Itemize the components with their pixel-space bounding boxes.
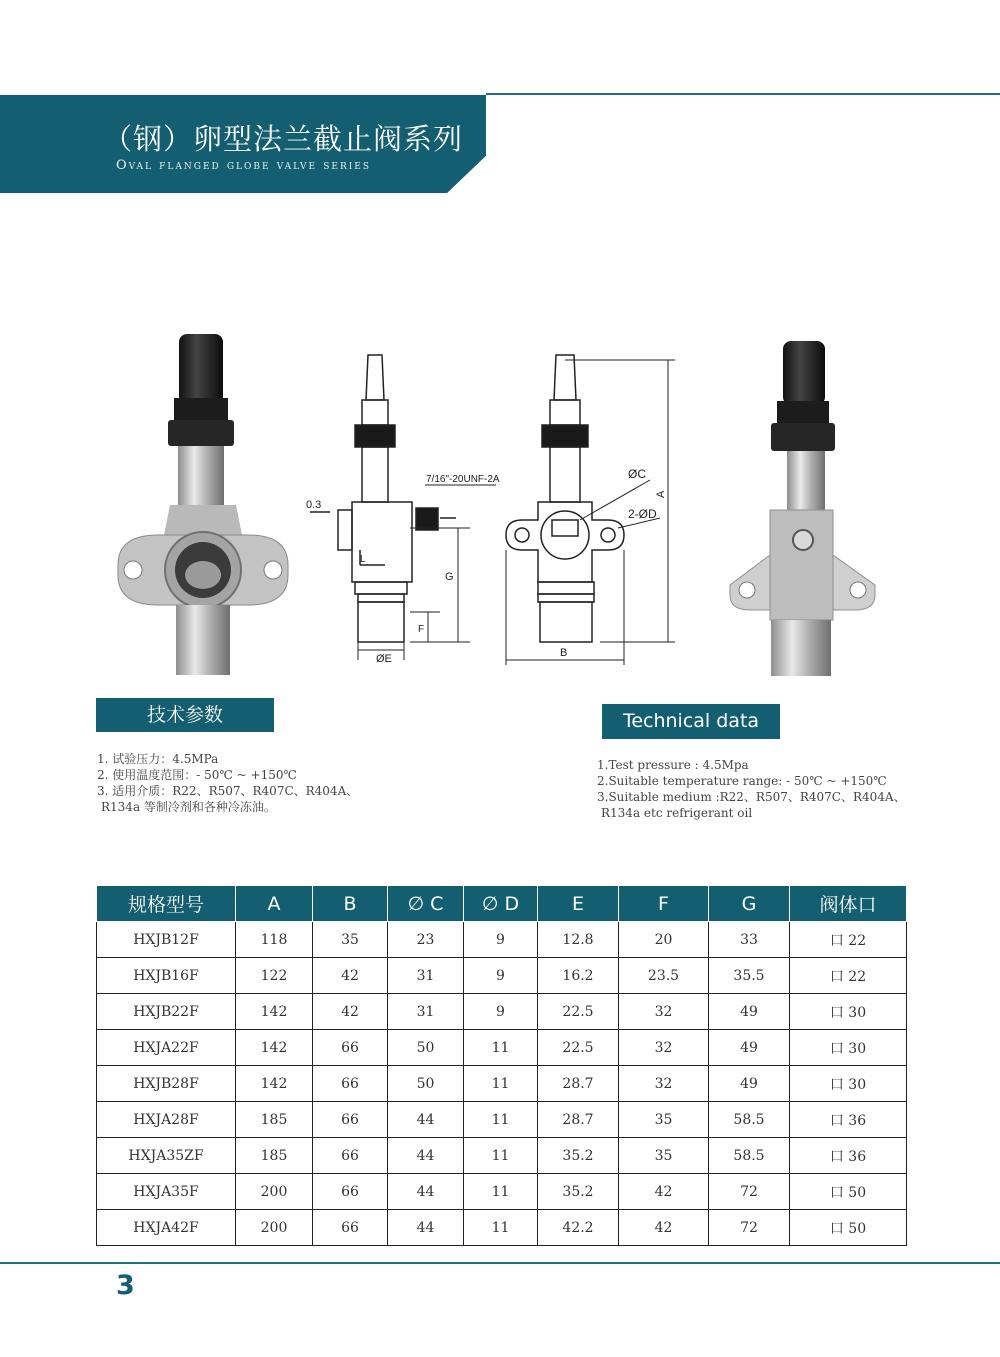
tech-data-cn-list bbox=[97, 751, 358, 815]
table-cell: 35.5 bbox=[709, 958, 790, 994]
table-cell: 口 22 bbox=[790, 922, 907, 958]
table-cell: 口 22 bbox=[790, 958, 907, 994]
table-cell: 44 bbox=[388, 1210, 464, 1246]
tech-data-en-label: Technical data bbox=[602, 704, 780, 739]
label-e: ØE bbox=[376, 653, 392, 665]
page-title-en: Oval flanged globe valve series bbox=[116, 158, 372, 173]
table-cell: 9 bbox=[464, 994, 538, 1030]
table-cell: 50 bbox=[388, 1030, 464, 1066]
table-cell: 12.8 bbox=[538, 922, 619, 958]
table-cell: 22.5 bbox=[538, 1030, 619, 1066]
table-cell: 22.5 bbox=[538, 994, 619, 1030]
table-cell: 142 bbox=[236, 994, 313, 1030]
table-cell: 23.5 bbox=[619, 958, 709, 994]
table-cell: 42 bbox=[619, 1210, 709, 1246]
table-cell: 28.7 bbox=[538, 1066, 619, 1102]
table-cell: 16.2 bbox=[538, 958, 619, 994]
table-cell: 200 bbox=[236, 1174, 313, 1210]
table-row bbox=[97, 1210, 907, 1246]
tech-cn-line: R134a 等制冷剂和各种冷冻油。 bbox=[101, 800, 276, 814]
table-cell: 11 bbox=[464, 1066, 538, 1102]
table-cell: HXJB28F bbox=[97, 1066, 236, 1102]
table-cell: HXJB12F bbox=[97, 922, 236, 958]
table-cell: 142 bbox=[236, 1066, 313, 1102]
table-row bbox=[97, 1174, 907, 1210]
tech-cn-line: 3. 适用介质：R22、R507、R407C、R404A、 bbox=[97, 784, 359, 798]
valve-photo-side bbox=[715, 335, 890, 680]
table-row bbox=[97, 958, 907, 994]
table-cell: 66 bbox=[313, 1174, 388, 1210]
table-cell: 42 bbox=[313, 958, 388, 994]
table-cell: 口 30 bbox=[790, 1066, 907, 1102]
table-cell: 11 bbox=[464, 1102, 538, 1138]
table-cell: 66 bbox=[313, 1210, 388, 1246]
table-cell: 49 bbox=[709, 1066, 790, 1102]
table-cell: 35.2 bbox=[538, 1138, 619, 1174]
table-cell: 口 36 bbox=[790, 1138, 907, 1174]
label-l: L bbox=[360, 554, 366, 565]
table-cell: 58.5 bbox=[709, 1102, 790, 1138]
table-cell: 142 bbox=[236, 1030, 313, 1066]
table-cell: 11 bbox=[464, 1210, 538, 1246]
table-cell: 35 bbox=[619, 1102, 709, 1138]
footer-line bbox=[0, 1262, 1000, 1264]
table-cell: 50 bbox=[388, 1066, 464, 1102]
table-cell: HXJA35F bbox=[97, 1174, 236, 1210]
table-cell: 口 50 bbox=[790, 1174, 907, 1210]
table-cell: 42 bbox=[313, 994, 388, 1030]
tech-data-cn-label: 技术参数 bbox=[96, 698, 274, 732]
tech-cn-line: 1. 试验压力：4.5MPa bbox=[97, 752, 219, 766]
table-cell: 35 bbox=[313, 922, 388, 958]
table-cell: 32 bbox=[619, 1030, 709, 1066]
col-header-g: G bbox=[709, 886, 790, 922]
table-cell: 9 bbox=[464, 958, 538, 994]
table-row bbox=[97, 1102, 907, 1138]
table-cell: 66 bbox=[313, 1138, 388, 1174]
page-title-cn: （钢）卵型法兰截止阀系列 bbox=[103, 122, 464, 156]
table-cell: 口 50 bbox=[790, 1210, 907, 1246]
tech-cn-line: 2. 使用温度范围：- 50℃ ~ +150℃ bbox=[97, 768, 297, 782]
label-thread: 7/16"-20UNF-2A bbox=[426, 474, 500, 485]
table-cell: HXJB16F bbox=[97, 958, 236, 994]
table-cell: 11 bbox=[464, 1174, 538, 1210]
table-cell: HXJA22F bbox=[97, 1030, 236, 1066]
table-cell: 58.5 bbox=[709, 1138, 790, 1174]
col-header-a: A bbox=[236, 886, 313, 922]
page-number: 3 bbox=[116, 1270, 135, 1301]
table-cell: 66 bbox=[313, 1102, 388, 1138]
table-body bbox=[97, 922, 907, 1246]
label-g: G bbox=[445, 571, 454, 583]
tech-data-en-list bbox=[597, 757, 906, 821]
col-header-e: E bbox=[538, 886, 619, 922]
tech-en-line: 3.Suitable medium :R22、R507、R407C、R404A、 bbox=[597, 790, 906, 804]
valve-photo-front bbox=[108, 330, 298, 680]
table-cell: 66 bbox=[313, 1030, 388, 1066]
col-header-c: ∅ C bbox=[388, 886, 464, 922]
table-cell: 44 bbox=[388, 1174, 464, 1210]
table-cell: 31 bbox=[388, 994, 464, 1030]
table-cell: 44 bbox=[388, 1102, 464, 1138]
table-cell: 口 36 bbox=[790, 1102, 907, 1138]
table-cell: 口 30 bbox=[790, 1030, 907, 1066]
table-cell: 32 bbox=[619, 1066, 709, 1102]
technical-drawing-front bbox=[500, 350, 680, 670]
table-cell: 20 bbox=[619, 922, 709, 958]
table-row bbox=[97, 1138, 907, 1174]
table-cell: 49 bbox=[709, 1030, 790, 1066]
table-cell: HXJA42F bbox=[97, 1210, 236, 1246]
col-header-d: ∅ D bbox=[464, 886, 538, 922]
label-f: F bbox=[418, 624, 425, 635]
table-cell: HXJB22F bbox=[97, 994, 236, 1030]
table-cell: 44 bbox=[388, 1138, 464, 1174]
table-cell: 35 bbox=[619, 1138, 709, 1174]
table-cell: 42 bbox=[619, 1174, 709, 1210]
label-c: ØC bbox=[628, 467, 646, 481]
tech-en-line: 2.Suitable temperature range: - 50℃ ~ +150℃ bbox=[597, 774, 887, 788]
table-row bbox=[97, 1030, 907, 1066]
label-b: B bbox=[560, 647, 568, 659]
table-cell: 72 bbox=[709, 1210, 790, 1246]
table-header-row bbox=[97, 886, 907, 922]
col-header-b: B bbox=[313, 886, 388, 922]
table-cell: 185 bbox=[236, 1138, 313, 1174]
table-cell: 11 bbox=[464, 1030, 538, 1066]
label-d: 2-ØD bbox=[628, 507, 657, 521]
spec-table bbox=[96, 885, 907, 1246]
table-row bbox=[97, 922, 907, 958]
tech-en-line: 1.Test pressure : 4.5Mpa bbox=[597, 758, 749, 772]
table-cell: 66 bbox=[313, 1066, 388, 1102]
table-cell: 118 bbox=[236, 922, 313, 958]
table-cell: HXJA28F bbox=[97, 1102, 236, 1138]
table-cell: 口 30 bbox=[790, 994, 907, 1030]
table-cell: 42.2 bbox=[538, 1210, 619, 1246]
table-cell: HXJA35ZF bbox=[97, 1138, 236, 1174]
table-row bbox=[97, 1066, 907, 1102]
table-cell: 33 bbox=[709, 922, 790, 958]
col-header-port: 阀体口 bbox=[790, 886, 907, 922]
table-cell: 28.7 bbox=[538, 1102, 619, 1138]
table-row bbox=[97, 994, 907, 1030]
table-cell: 9 bbox=[464, 922, 538, 958]
table-cell: 23 bbox=[388, 922, 464, 958]
col-header-f: F bbox=[619, 886, 709, 922]
header-accent-line bbox=[486, 93, 1000, 95]
table-cell: 32 bbox=[619, 994, 709, 1030]
table-cell: 200 bbox=[236, 1210, 313, 1246]
tech-en-line: R134a etc refrigerant oil bbox=[601, 806, 753, 820]
table-cell: 122 bbox=[236, 958, 313, 994]
table-cell: 185 bbox=[236, 1102, 313, 1138]
table-cell: 35.2 bbox=[538, 1174, 619, 1210]
table-cell: 31 bbox=[388, 958, 464, 994]
col-header-model: 规格型号 bbox=[97, 886, 236, 922]
label-a: A bbox=[655, 490, 667, 498]
table-cell: 11 bbox=[464, 1138, 538, 1174]
technical-drawing-side bbox=[300, 350, 510, 670]
label-offset: 0.3 bbox=[306, 499, 322, 511]
table-cell: 49 bbox=[709, 994, 790, 1030]
table-cell: 72 bbox=[709, 1174, 790, 1210]
